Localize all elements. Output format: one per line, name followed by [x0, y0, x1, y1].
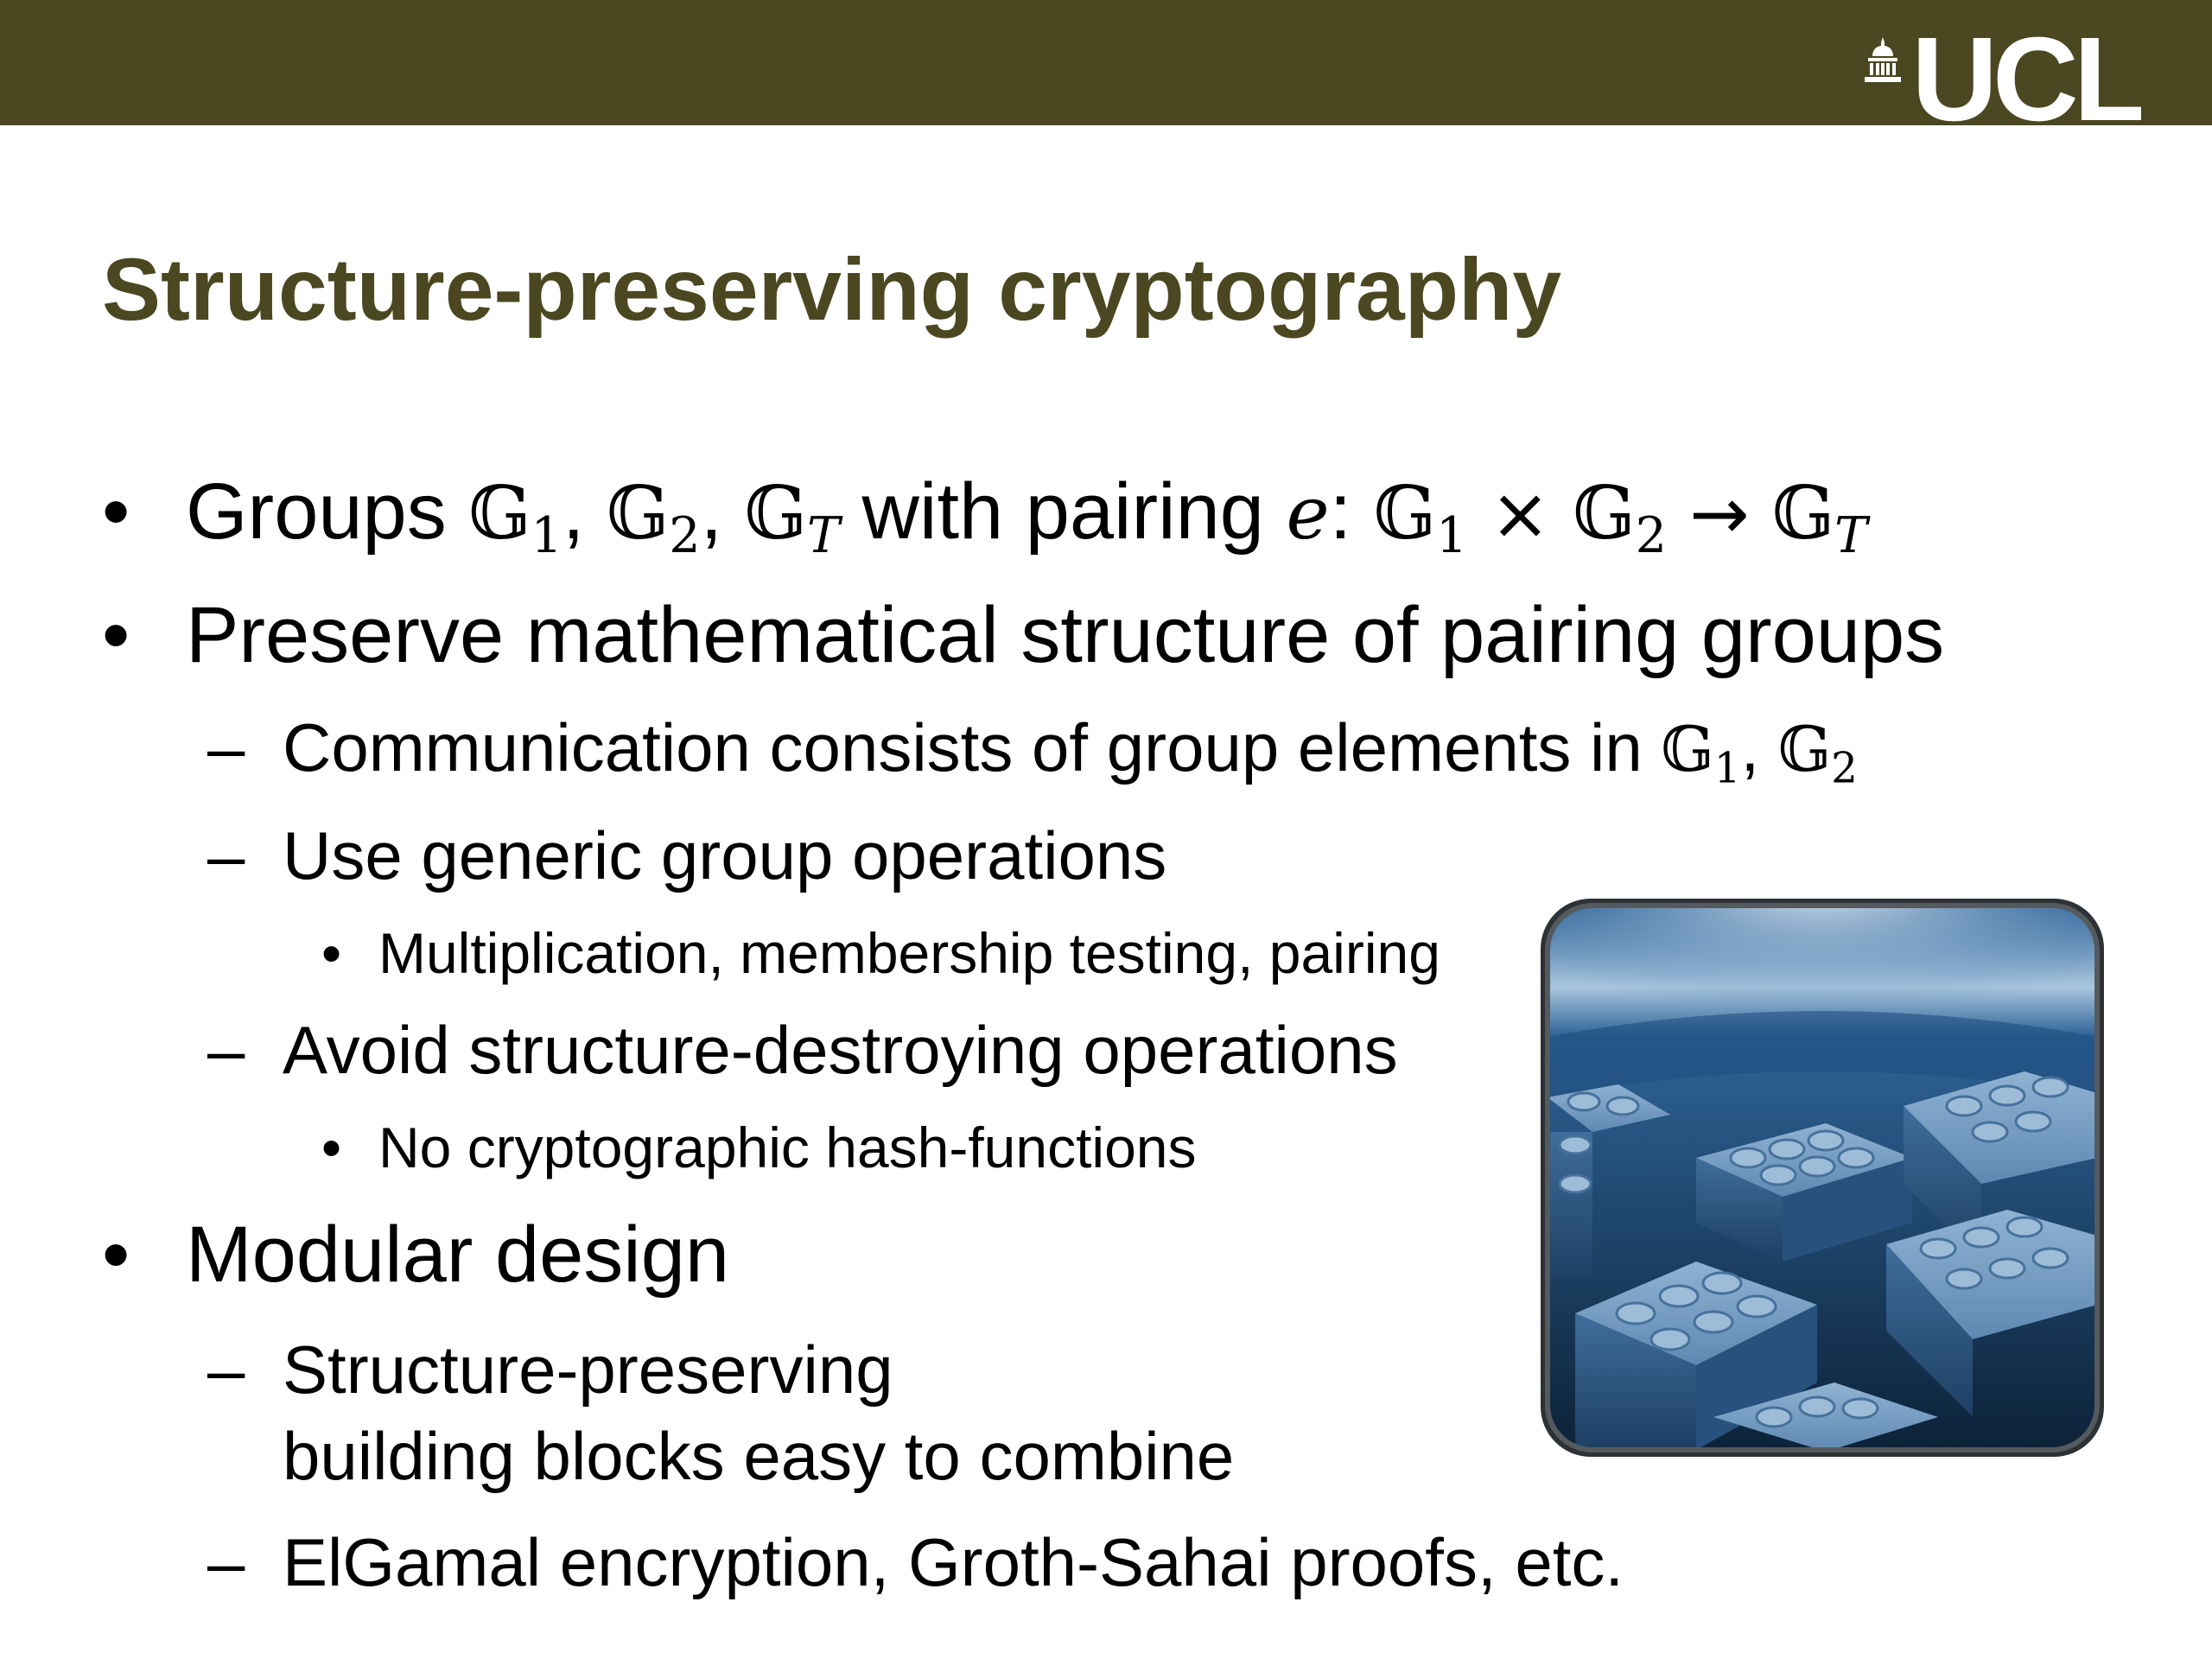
group-symbol: 𝔾 [1573, 470, 1636, 556]
building-blocks-image [1541, 899, 2104, 1462]
comma: , [700, 467, 745, 556]
group-symbol: 𝔾 [1771, 470, 1835, 556]
bullet-marker: • [102, 591, 130, 679]
bullet-modular: Modular design [186, 1211, 730, 1299]
colon: : [1329, 467, 1374, 556]
group-subscript: T [806, 506, 840, 564]
bullet-marker: • [321, 1116, 342, 1179]
dash-marker: – [207, 817, 245, 893]
bullet-groups [186, 467, 1867, 564]
group-symbol: 𝔾 [744, 470, 807, 556]
bullet-avoid: Avoid structure-destroying operations [283, 1012, 1398, 1088]
bullet-generic: Use generic group operations [283, 817, 1167, 893]
bullet-building-line1: Structure-preserving [283, 1332, 893, 1408]
communication-text: Communication consists of group elements in [283, 709, 1662, 785]
group-symbol: 𝔾 [1373, 470, 1436, 556]
arrow-symbol: → [1666, 472, 1772, 556]
building-blocks-icon [1541, 899, 2104, 1462]
group-subscript: 1 [1713, 744, 1741, 793]
bullet-preserve: Preserve mathematical structure of pairing groups [186, 591, 1945, 679]
group-symbol: 𝔾 [1777, 713, 1832, 785]
bullet-avoid-detail: No cryptographic hash-functions [378, 1116, 1197, 1179]
bullet-examples: ElGamal encryption, Groth-Sahai proofs, etc. [283, 1524, 1624, 1600]
dash-marker: – [207, 1524, 245, 1600]
group-symbol: 𝔾 [468, 470, 531, 556]
slide-title: Structure-preserving cryptography [102, 240, 1562, 339]
group-subscript: 1 [531, 506, 563, 564]
bullet-communication [283, 709, 1858, 793]
bullet-building-line2: building blocks easy to combine [283, 1418, 1235, 1494]
groups-text: Groups [186, 467, 469, 556]
group-symbol: 𝔾 [606, 470, 670, 556]
dash-marker: – [207, 1012, 245, 1088]
pairing-text: with pairing [840, 467, 1287, 556]
group-subscript: 2 [1831, 744, 1858, 793]
bullet-marker: • [321, 921, 342, 985]
comma: , [562, 467, 607, 556]
bullet-marker: • [102, 1211, 130, 1299]
group-subscript: T [1834, 506, 1868, 564]
dash-marker: – [207, 709, 245, 785]
group-subscript: 1 [1435, 506, 1468, 564]
dash-marker: – [207, 1332, 245, 1408]
group-symbol: 𝔾 [1661, 713, 1714, 785]
logo-wordmark: UCL [1911, 35, 2141, 125]
times-symbol: × [1467, 472, 1573, 556]
comma: , [1740, 709, 1778, 785]
bullet-marker: • [102, 467, 130, 556]
group-subscript: 2 [1635, 506, 1667, 564]
pairing-symbol: e [1286, 470, 1330, 556]
bullet-generic-detail: Multiplication, membership testing, pairing [378, 921, 1440, 985]
group-subscript: 2 [669, 506, 701, 564]
